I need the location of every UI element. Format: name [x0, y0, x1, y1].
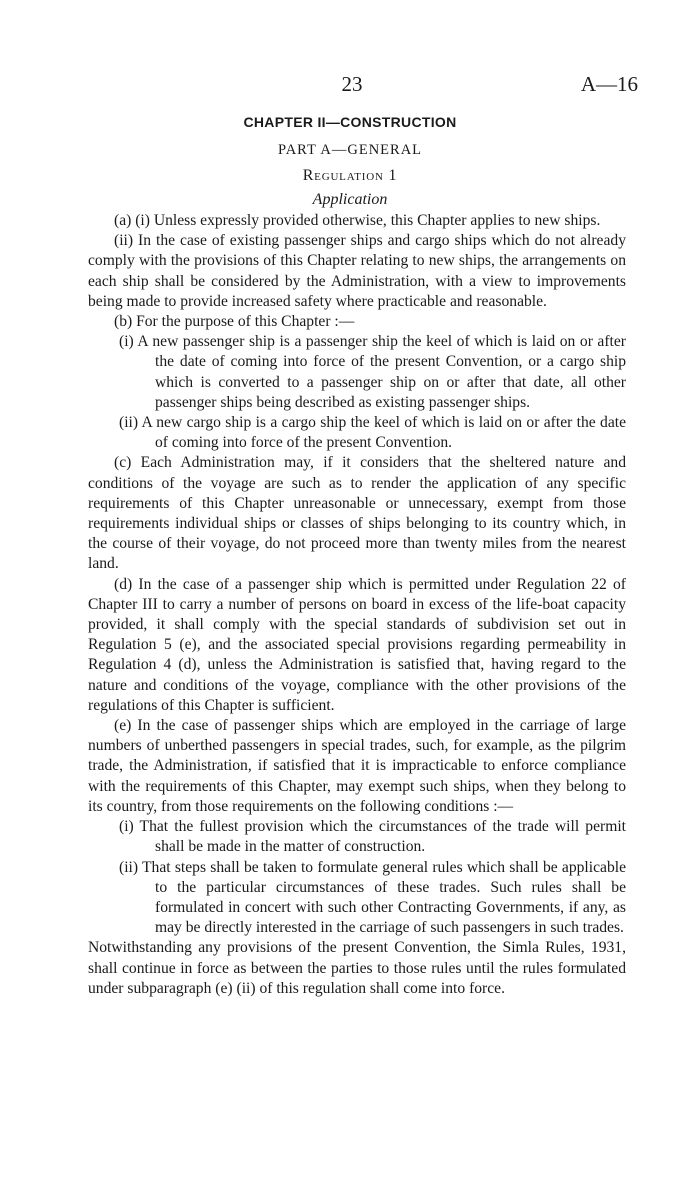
- paragraph-d: (d) In the case of a passenger ship which is permitted under Regulation 22 of Chapter III to carry a number of persons on board in excess of the life-boat capacity provided, it shall comply with the special standards of subdivision set out in Regulation 5 (e), and the associated special provisions regarding permeability in Regulation 4 (d), unless the Administration is satisfied that, having regard to the nature and conditions of the voyage, compliance with the other provisions of the regulations of this Chapter is sufficient.: [88, 575, 626, 714]
- paragraph-e: (e) In the case of passenger ships which are employed in the carriage of large numbers of unberthed passengers in special trades, such, for example, as the pilgrim trade, the Administration, if satisfied that it is impracticable to enforce compliance with the requirements of this Chapter, may exempt such ships, when they belong to its country, from those requirements on the following conditions :—: [88, 717, 626, 815]
- paragraph-b: (b) For the purpose of this Chapter :—: [114, 313, 355, 331]
- closing-paragraph: Notwithstanding any provisions of the present Convention, the Simla Rules, 1931, shall continue in force as between the parties to those rules until the rules formulated under subparagraph (e) (ii) of this regulation shall come into force.: [88, 939, 626, 997]
- paragraph-a-i: (a) (i) Unless expressly provided otherwise, this Chapter applies to new ships.: [114, 212, 601, 229]
- part-heading: PART A—GENERAL: [277, 142, 423, 158]
- regulation-body: [88, 211, 626, 999]
- regulation-subtitle: Application: [312, 191, 388, 208]
- paragraph-a-ii: (ii) In the case of existing passenger ships and cargo ships which do not already comply with the provisions of this Chapter relating to new ships, the arrangements on each ship shall be considered by the Administration, with a view to improvements being made to provide increased safety where practicable and reasonable.: [88, 232, 626, 310]
- paragraph-b-ii: (ii) A new cargo ship is a cargo ship the keel of which is laid on or after the date of coming into force of the present Convention.: [119, 414, 626, 452]
- paragraph-e-ii: (ii) That steps shall be taken to formulate general rules which shall be applicable to the particular circumstances of these trades. Such rules shall be formulated in concert with such other Contracting Governments, if any, as may be directly interested in the carriage of such passengers in such trades.: [119, 858, 626, 937]
- document-code: A—16: [580, 72, 638, 96]
- regulation-heading: Regulation 1: [302, 167, 398, 184]
- chapter-heading: CHAPTER II—CONSTRUCTION: [243, 114, 457, 130]
- paragraph-c: (c) Each Administration may, if it considers that the sheltered nature and conditions of the voyage are such as to render the application of any specific requirements of this Chapter unreasonable or unnecessary, exempt from those requirements individual ships or classes of ships belonging to its country which, in the course of their voyage, do not proceed more than twenty miles from the nearest land.: [88, 454, 626, 573]
- paragraph-e-i: (i) That the fullest provision which the circumstances of the trade will permit shall be made in the matter of construction.: [119, 818, 626, 856]
- page-number: 23: [341, 72, 363, 96]
- paragraph-b-i: (i) A new passenger ship is a passenger ship the keel of which is laid on or after the date of coming into force of the present Convention, or a cargo ship which is converted to a passenger ship on or after that date, all other passenger ships being described as existing passenger ships.: [119, 333, 626, 411]
